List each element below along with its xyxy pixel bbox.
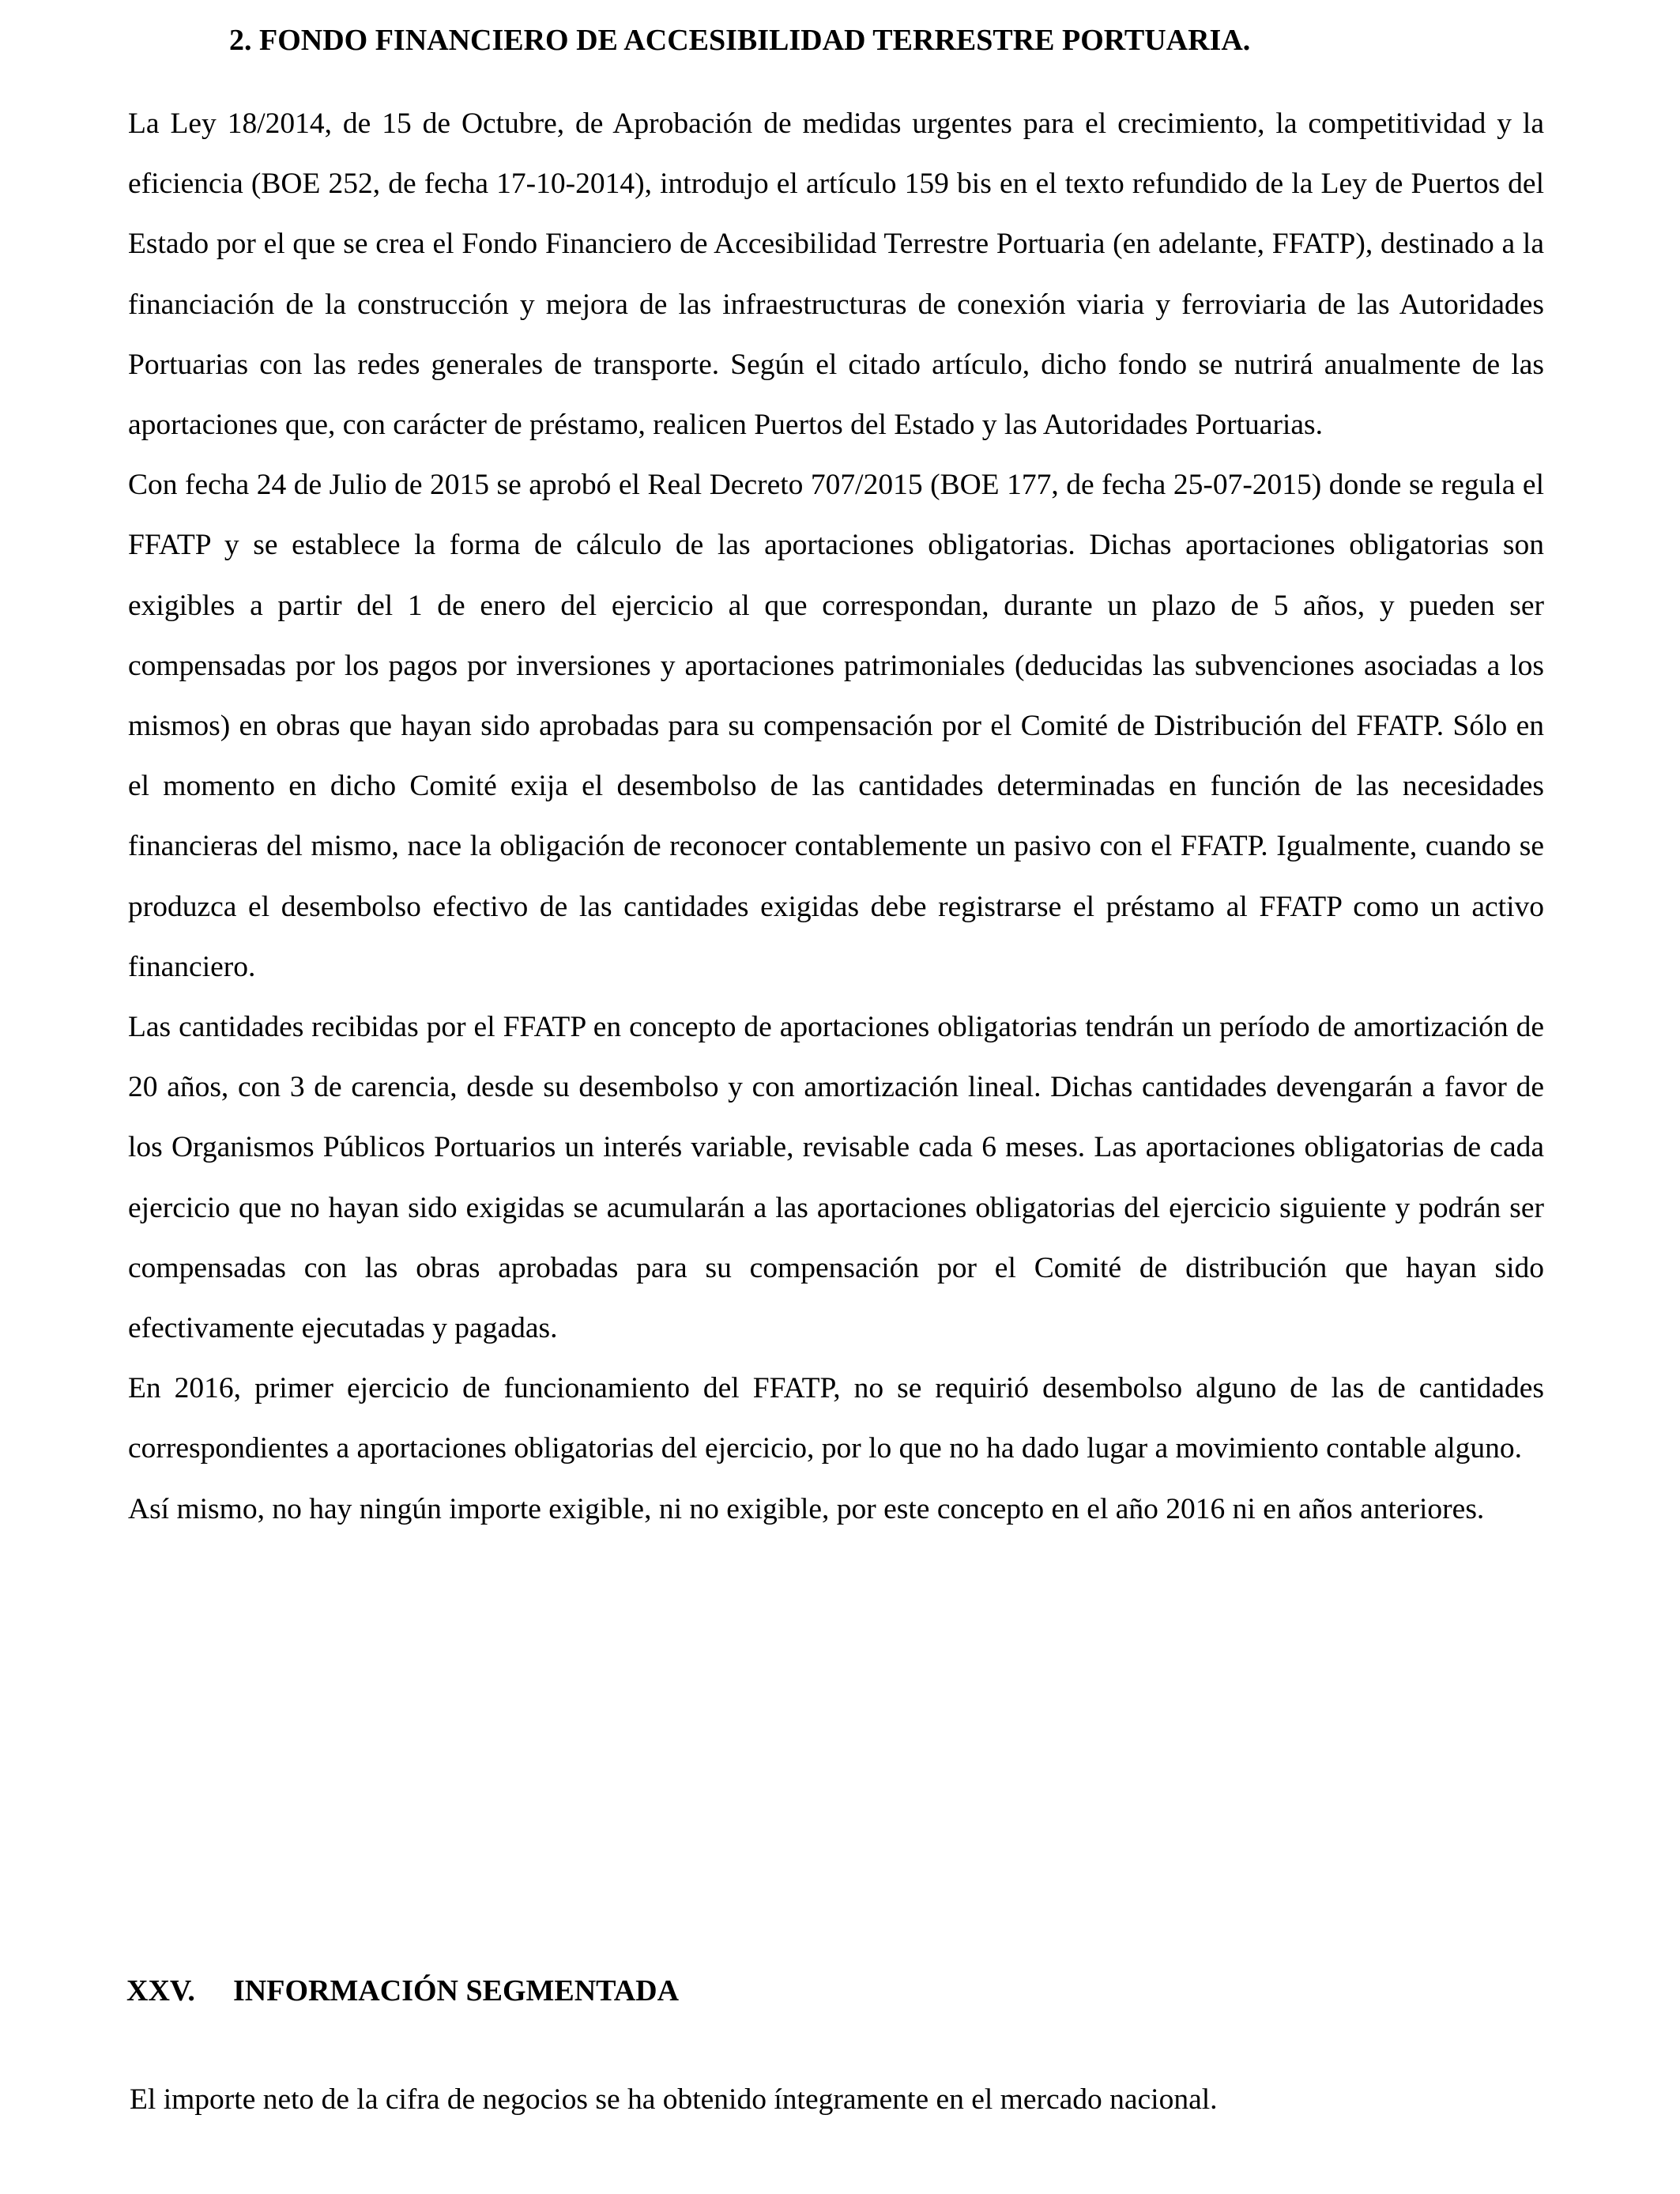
section-xxv-number: XXV.	[126, 1974, 195, 2007]
section-xxv-text: El importe neto de la cifra de negocios se ha obtenido íntegramente en el mercado nacional.	[130, 2083, 1218, 2116]
section-title: 2. FONDO FINANCIERO DE ACCESIBILIDAD TERRESTRE PORTUARIA.	[229, 24, 1251, 57]
paragraph-ejercicio-2016: En 2016, primer ejercicio de funcionamiento del FFATP, no se requirió desembolso alguno de las de cantidades correspondientes a aportaciones obligatorias del ejercicio, por lo que no ha dado lugar a movimiento contable alguno.	[128, 1372, 1544, 1465]
body-text	[128, 94, 1544, 1540]
paragraph-real-decreto: Con fecha 24 de Julio de 2015 se aprobó el Real Decreto 707/2015 (BOE 177, de fecha 25-07-2015) donde se regula el FFATP y se establece la forma de cálculo de las aportaciones obligatorias. Dichas aportaciones obligatorias son exigibles a partir del 1 de enero del ejercicio al que correspondan, durante un plazo de 5 años, y pueden ser compensadas por los pagos por inversiones y aportaciones patrimoniales (deducidas las subvenciones asociadas a los mismos) en obras que hayan sido aprobadas para su compensación por el Comité de Distribución del FFATP. Sólo en el momento en dicho Comité exija el desembolso de las cantidades determinadas en función de las necesidades financieras del mismo, nace la obligación de reconocer contablemente un pasivo con el FFATP. Igualmente, cuando se produzca el desembolso efectivo de las cantidades exigidas debe registrarse el préstamo al FFATP como un activo financiero.	[128, 469, 1544, 983]
paragraph-asi-mismo: Así mismo, no hay ningún importe exigible, ni no exigible, por este concepto en el año 2016 ni en años anteriores.	[128, 1492, 1485, 1525]
section-xxv-heading	[126, 1971, 679, 2011]
paragraph-ley-18-2014: La Ley 18/2014, de 15 de Octubre, de Aprobación de medidas urgentes para el crecimiento, la competitividad y la eficiencia (BOE 252, de fecha 17-10-2014), introdujo el artículo 159 bis en el texto refundido de la Ley de Puertos del Estado por el que se crea el Fondo Financiero de Accesibilidad Terrestre Portuaria (en adelante, FFATP), destinado a la financiación de la construcción y mejora de las infraestructuras de conexión viaria y ferroviaria de las Autoridades Portuarias con las redes generales de transporte. Según el citado artículo, dicho fondo se nutrirá anualmente de las aportaciones que, con carácter de préstamo, realicen Puertos del Estado y las Autoridades Portuarias.	[128, 107, 1544, 442]
paragraph-cantidades-recibidas: Las cantidades recibidas por el FFATP en concepto de aportaciones obligatorias tendrán un período de amortización de 20 años, con 3 de carencia, desde su desembolso y con amortización lineal. Dichas cantidades devengarán a favor de los Organismos Públicos Portuarios un interés variable, revisable cada 6 meses. Las aportaciones obligatorias de cada ejercicio que no hayan sido exigidas se acumularán a las aportaciones obligatorias del ejercicio siguiente y podrán ser compensadas con las obras aprobadas para su compensación por el Comité de distribución que hayan sido efectivamente ejecutadas y pagadas.	[128, 1011, 1544, 1345]
section-xxv-title: INFORMACIÓN SEGMENTADA	[233, 1974, 680, 2007]
